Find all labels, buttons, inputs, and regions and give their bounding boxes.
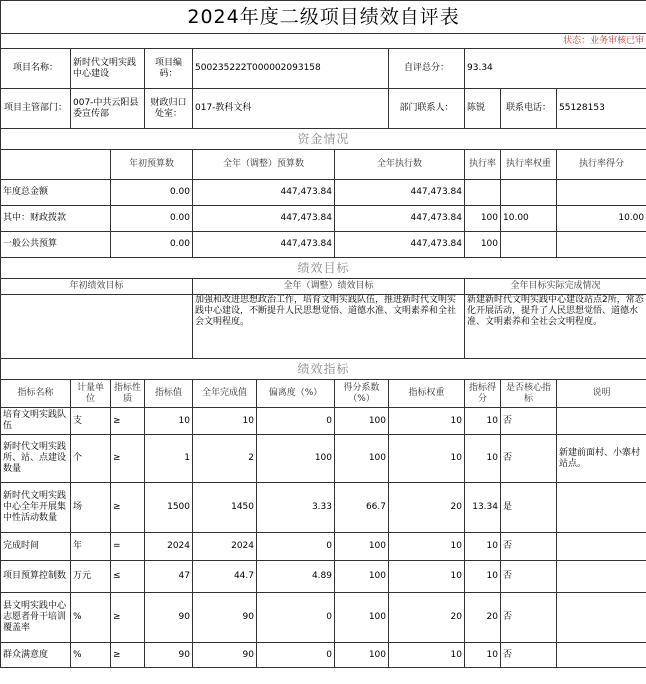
funds-row-adjusted: 447,473.84 bbox=[193, 232, 335, 258]
ind-note bbox=[557, 643, 646, 668]
table-row bbox=[1, 533, 646, 561]
ind-note: 新建前面村、小寨村站点。 bbox=[557, 435, 646, 483]
table-row bbox=[1, 593, 646, 643]
office-label: 财政归口处室： bbox=[145, 89, 193, 129]
table-row bbox=[1, 483, 646, 533]
ind-coef: 100 bbox=[335, 435, 389, 483]
ind-weight: 10 bbox=[389, 435, 465, 483]
ind-header-note: 说明 bbox=[557, 380, 646, 408]
goals-adjusted-text: 加强和改进思想政治工作，培育文明实践队伍，推进新时代文明实践中心建设，不断提升人民思想觉悟、道德水准、文明素养和全社会文明程度。 bbox=[193, 295, 465, 359]
ind-unit: % bbox=[71, 593, 111, 643]
ind-coef: 100 bbox=[335, 408, 389, 435]
goals-header-adjusted: 全年（调整）绩效目标 bbox=[193, 279, 465, 295]
funds-row-executed: 447,473.84 bbox=[335, 232, 465, 258]
funds-row-rate: 100 bbox=[465, 206, 501, 232]
funds-row-score bbox=[557, 180, 646, 206]
ind-weight: 20 bbox=[389, 483, 465, 533]
ind-unit: 场 bbox=[71, 483, 111, 533]
ind-header-name: 指标名称 bbox=[1, 380, 71, 408]
ind-header-done: 全年完成值 bbox=[193, 380, 257, 408]
ind-note bbox=[557, 408, 646, 435]
contact-label: 部门联系人： bbox=[389, 89, 465, 129]
ind-target: 1500 bbox=[145, 483, 193, 533]
ind-nature: ≤ bbox=[111, 561, 145, 593]
ind-target: 47 bbox=[145, 561, 193, 593]
funds-row-weight bbox=[501, 180, 557, 206]
ind-coef: 100 bbox=[335, 561, 389, 593]
ind-unit: 万元 bbox=[71, 561, 111, 593]
funds-header-weight: 执行率权重 bbox=[501, 150, 557, 180]
ind-done: 1450 bbox=[193, 483, 257, 533]
ind-header-core: 是否核心指标 bbox=[501, 380, 557, 408]
ind-dev: 0 bbox=[257, 408, 335, 435]
funds-section-title: 资金情况 bbox=[1, 129, 646, 150]
funds-row-initial: 0.00 bbox=[111, 180, 193, 206]
funds-row bbox=[1, 206, 646, 232]
ind-dev: 0 bbox=[257, 533, 335, 561]
ind-dev: 100 bbox=[257, 435, 335, 483]
funds-header-executed: 全年执行数 bbox=[335, 150, 465, 180]
funds-row-weight bbox=[501, 232, 557, 258]
ind-coef: 100 bbox=[335, 533, 389, 561]
ind-core: 否 bbox=[501, 561, 557, 593]
dept-value: 007-中共云阳县委宣传部 bbox=[71, 89, 145, 129]
ind-core: 否 bbox=[501, 643, 557, 668]
project-name-value: 新时代文明实践中心建设 bbox=[71, 49, 145, 89]
ind-name: 县文明实践中心志愿者骨干培训覆盖率 bbox=[1, 593, 71, 643]
funds-row-initial: 0.00 bbox=[111, 232, 193, 258]
ind-core: 否 bbox=[501, 408, 557, 435]
ind-dev: 3.33 bbox=[257, 483, 335, 533]
goals-header-actual: 全年目标实际完成情况 bbox=[465, 279, 646, 295]
ind-unit: 支 bbox=[71, 408, 111, 435]
project-code-label: 项目编码： bbox=[145, 49, 193, 89]
ind-score: 10 bbox=[465, 533, 501, 561]
funds-row-score: 10.00 bbox=[557, 206, 646, 232]
funds-header-rate: 执行率 bbox=[465, 150, 501, 180]
funds-header-adjusted: 全年（调整）预算数 bbox=[193, 150, 335, 180]
ind-unit: 年 bbox=[71, 533, 111, 561]
ind-target: 1 bbox=[145, 435, 193, 483]
goals-initial-text bbox=[1, 295, 193, 359]
funds-row-executed: 447,473.84 bbox=[335, 206, 465, 232]
ind-done: 2024 bbox=[193, 533, 257, 561]
indicators-section-title: 绩效指标 bbox=[1, 359, 646, 380]
ind-done: 90 bbox=[193, 593, 257, 643]
ind-weight: 10 bbox=[389, 561, 465, 593]
ind-score: 10 bbox=[465, 643, 501, 668]
table-row bbox=[1, 643, 646, 668]
score-value: 93.34 bbox=[465, 49, 646, 89]
dept-label: 项目主管部门： bbox=[1, 89, 71, 129]
ind-coef: 66.7 bbox=[335, 483, 389, 533]
ind-core: 否 bbox=[501, 533, 557, 561]
ind-done: 90 bbox=[193, 643, 257, 668]
ind-header-coef: 得分系数（%） bbox=[335, 380, 389, 408]
ind-nature: = bbox=[111, 533, 145, 561]
ind-nature: ≥ bbox=[111, 483, 145, 533]
ind-score: 10 bbox=[465, 408, 501, 435]
funds-row-rate: 100 bbox=[465, 232, 501, 258]
ind-target: 90 bbox=[145, 643, 193, 668]
ind-score: 10 bbox=[465, 435, 501, 483]
funds-row-executed: 447,473.84 bbox=[335, 180, 465, 206]
ind-header-unit: 计量单位 bbox=[71, 380, 111, 408]
funds-row-adjusted: 447,473.84 bbox=[193, 206, 335, 232]
funds-row bbox=[1, 180, 646, 206]
office-value: 017-教科文科 bbox=[193, 89, 389, 129]
ind-nature: ≥ bbox=[111, 593, 145, 643]
ind-core: 是 bbox=[501, 483, 557, 533]
funds-row-weight: 10.00 bbox=[501, 206, 557, 232]
funds-row-score bbox=[557, 232, 646, 258]
ind-weight: 20 bbox=[389, 593, 465, 643]
funds-header-score: 执行率得分 bbox=[557, 150, 646, 180]
ind-header-target: 指标值 bbox=[145, 380, 193, 408]
ind-name: 完成时间 bbox=[1, 533, 71, 561]
table-row bbox=[1, 408, 646, 435]
ind-weight: 10 bbox=[389, 533, 465, 561]
funds-row-label: 年度总金额 bbox=[1, 180, 111, 206]
page-title: 2024年度二级项目绩效自评表 bbox=[1, 1, 646, 34]
funds-row-label: 其中：财政拨款 bbox=[1, 206, 111, 232]
ind-done: 10 bbox=[193, 408, 257, 435]
ind-note bbox=[557, 483, 646, 533]
funds-row-label: 一般公共预算 bbox=[1, 232, 111, 258]
ind-weight: 10 bbox=[389, 643, 465, 668]
ind-core: 否 bbox=[501, 435, 557, 483]
ind-coef: 100 bbox=[335, 593, 389, 643]
ind-target: 10 bbox=[145, 408, 193, 435]
ind-nature: ≥ bbox=[111, 643, 145, 668]
funds-row bbox=[1, 232, 646, 258]
ind-nature: ≥ bbox=[111, 435, 145, 483]
phone-value: 55128153 bbox=[557, 89, 646, 129]
funds-header-blank bbox=[1, 150, 111, 180]
ind-note bbox=[557, 533, 646, 561]
table-row bbox=[1, 561, 646, 593]
table-row bbox=[1, 435, 646, 483]
ind-name: 项目预算控制数 bbox=[1, 561, 71, 593]
ind-name: 新时代文明实践中心全年开展集中性活动数量 bbox=[1, 483, 71, 533]
contact-value: 陈锐 bbox=[465, 89, 501, 129]
ind-nature: ≥ bbox=[111, 408, 145, 435]
ind-score: 13.34 bbox=[465, 483, 501, 533]
ind-unit: 个 bbox=[71, 435, 111, 483]
ind-header-score: 指标得分 bbox=[465, 380, 501, 408]
ind-score: 20 bbox=[465, 593, 501, 643]
goals-header-initial: 年初绩效目标 bbox=[1, 279, 193, 295]
ind-name: 群众满意度 bbox=[1, 643, 71, 668]
funds-row-rate bbox=[465, 180, 501, 206]
phone-label: 联系电话： bbox=[501, 89, 557, 129]
ind-header-nature: 指标性质 bbox=[111, 380, 145, 408]
ind-coef: 100 bbox=[335, 643, 389, 668]
ind-dev: 0 bbox=[257, 593, 335, 643]
ind-note bbox=[557, 593, 646, 643]
goals-actual-text: 新建新时代文明实践中心建设站点2所，常态化开展活动，提升了人民思想觉悟、道德水准、文明素养和全社会文明程度。 bbox=[465, 295, 646, 359]
ind-core: 否 bbox=[501, 593, 557, 643]
ind-name: 培育文明实践队伍 bbox=[1, 408, 71, 435]
funds-row-adjusted: 447,473.84 bbox=[193, 180, 335, 206]
ind-note bbox=[557, 561, 646, 593]
ind-target: 90 bbox=[145, 593, 193, 643]
ind-done: 44.7 bbox=[193, 561, 257, 593]
funds-row-initial: 0.00 bbox=[111, 206, 193, 232]
ind-unit: % bbox=[71, 643, 111, 668]
ind-dev: 4.89 bbox=[257, 561, 335, 593]
project-name-label: 项目名称： bbox=[1, 49, 71, 89]
ind-header-weight: 指标权重 bbox=[389, 380, 465, 408]
score-label: 自评总分： bbox=[389, 49, 465, 89]
ind-weight: 10 bbox=[389, 408, 465, 435]
project-code-value: 500235222T000002093158 bbox=[193, 49, 389, 89]
goals-section-title: 绩效目标 bbox=[1, 258, 646, 279]
ind-dev: 0 bbox=[257, 643, 335, 668]
ind-done: 2 bbox=[193, 435, 257, 483]
ind-header-dev: 偏离度（%） bbox=[257, 380, 335, 408]
status-badge: 状态：业务审核已审 bbox=[1, 34, 646, 49]
ind-score: 10 bbox=[465, 561, 501, 593]
ind-target: 2024 bbox=[145, 533, 193, 561]
funds-header-initial: 年初预算数 bbox=[111, 150, 193, 180]
ind-name: 新时代文明实践所、站、点建设数量 bbox=[1, 435, 71, 483]
